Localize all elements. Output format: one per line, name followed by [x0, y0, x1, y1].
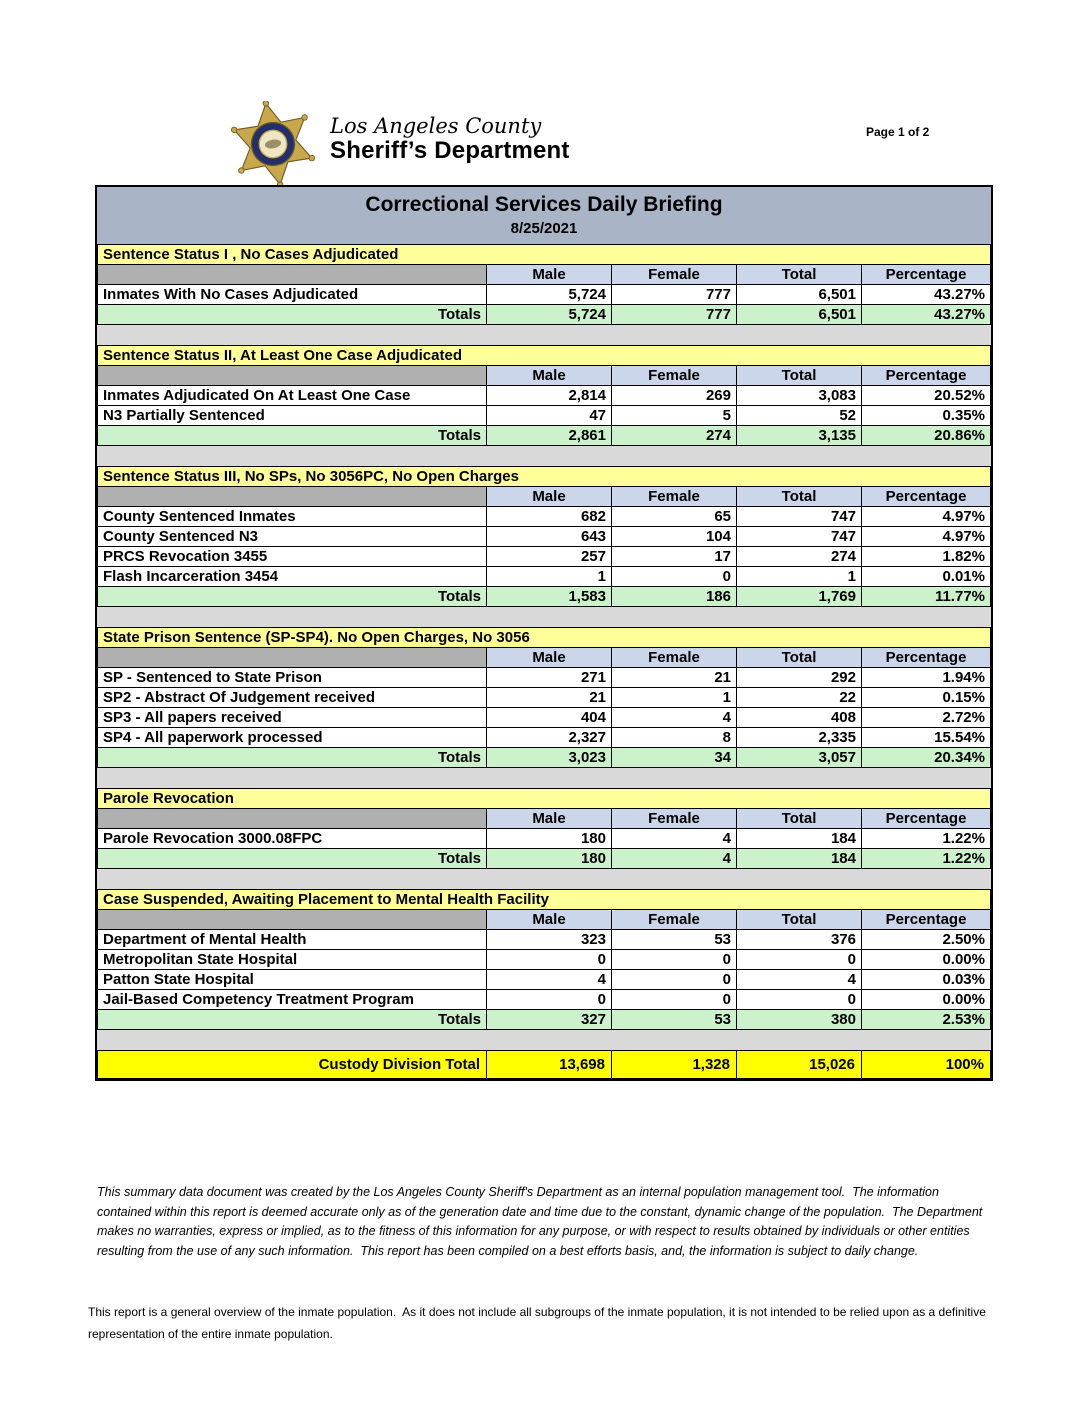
column-header-total: Total [737, 648, 862, 668]
totals-label: Totals [98, 305, 487, 325]
row-value: 2.72% [862, 708, 991, 728]
data-row [98, 950, 991, 970]
section-table [97, 889, 991, 1030]
totals-value: 327 [487, 1010, 612, 1030]
column-header-spacer [98, 366, 487, 386]
section-title-row [98, 789, 991, 809]
row-label: SP4 - All paperwork processed [98, 728, 487, 748]
totals-row [98, 426, 991, 446]
row-label: County Sentenced Inmates [98, 507, 487, 527]
totals-value: 3,135 [737, 426, 862, 446]
row-value: 180 [487, 829, 612, 849]
row-label: Parole Revocation 3000.08FPC [98, 829, 487, 849]
totals-row [98, 1010, 991, 1030]
row-value: 0 [737, 990, 862, 1010]
row-label: Flash Incarceration 3454 [98, 567, 487, 587]
column-header-spacer [98, 487, 487, 507]
row-value: 2,327 [487, 728, 612, 748]
row-label: Department of Mental Health [98, 930, 487, 950]
row-value: 4 [737, 970, 862, 990]
lasd-logo [230, 101, 570, 187]
row-value: 0 [612, 970, 737, 990]
row-value: 4.97% [862, 507, 991, 527]
grand-total-row [98, 1051, 991, 1079]
row-value: 6,501 [737, 285, 862, 305]
row-value: 43.27% [862, 285, 991, 305]
row-value: 274 [737, 547, 862, 567]
column-header-female: Female [612, 265, 737, 285]
totals-label: Totals [98, 587, 487, 607]
totals-value: 180 [487, 849, 612, 869]
totals-value: 6,501 [737, 305, 862, 325]
column-header-male: Male [487, 265, 612, 285]
totals-value: 3,023 [487, 748, 612, 768]
row-label: Inmates Adjudicated On At Least One Case [98, 386, 487, 406]
column-header-percentage: Percentage [862, 487, 991, 507]
totals-label: Totals [98, 748, 487, 768]
row-value: 21 [487, 688, 612, 708]
data-row [98, 406, 991, 426]
data-row [98, 285, 991, 305]
column-header-spacer [98, 809, 487, 829]
row-value: 104 [612, 527, 737, 547]
row-value: 292 [737, 668, 862, 688]
totals-value: 1,583 [487, 587, 612, 607]
section-gap [97, 768, 991, 788]
column-header-spacer [98, 265, 487, 285]
column-header-total: Total [737, 366, 862, 386]
column-header-total: Total [737, 809, 862, 829]
data-row [98, 829, 991, 849]
row-value: 8 [612, 728, 737, 748]
row-value: 1.22% [862, 829, 991, 849]
row-label: SP - Sentenced to State Prison [98, 668, 487, 688]
section-table [97, 244, 991, 325]
column-header-female: Female [612, 648, 737, 668]
data-row [98, 567, 991, 587]
row-value: 4 [487, 970, 612, 990]
page-number: Page 1 of 2 [866, 125, 930, 139]
row-label: SP3 - All papers received [98, 708, 487, 728]
section-table [97, 788, 991, 869]
column-header-total: Total [737, 910, 862, 930]
data-row [98, 970, 991, 990]
row-value: 15.54% [862, 728, 991, 748]
row-value: 21 [612, 668, 737, 688]
totals-value: 2.53% [862, 1010, 991, 1030]
data-row [98, 507, 991, 527]
section-title: State Prison Sentence (SP-SP4). No Open Charges, No 3056 [98, 628, 991, 648]
section-gap [97, 325, 991, 345]
column-header-row [98, 265, 991, 285]
column-header-row [98, 366, 991, 386]
section-gap [97, 1030, 991, 1050]
row-value: 0 [612, 950, 737, 970]
section-title-row [98, 890, 991, 910]
row-value: 22 [737, 688, 862, 708]
section-title: Case Suspended, Awaiting Placement to Mental Health Facility [98, 890, 991, 910]
row-value: 17 [612, 547, 737, 567]
totals-value: 184 [737, 849, 862, 869]
column-header-percentage: Percentage [862, 648, 991, 668]
row-value: 2.50% [862, 930, 991, 950]
data-row [98, 688, 991, 708]
row-value: 376 [737, 930, 862, 950]
row-value: 0.00% [862, 990, 991, 1010]
column-header-row [98, 648, 991, 668]
row-value: 5 [612, 406, 737, 426]
totals-value: 380 [737, 1010, 862, 1030]
totals-row [98, 305, 991, 325]
row-value: 2,335 [737, 728, 862, 748]
totals-row [98, 587, 991, 607]
row-value: 0.00% [862, 950, 991, 970]
column-header-row [98, 910, 991, 930]
row-label: Jail-Based Competency Treatment Program [98, 990, 487, 1010]
grand-total-label: Custody Division Total [98, 1051, 487, 1079]
section-title-row [98, 346, 991, 366]
totals-row [98, 849, 991, 869]
row-label: N3 Partially Sentenced [98, 406, 487, 426]
totals-value: 1.22% [862, 849, 991, 869]
data-row [98, 527, 991, 547]
totals-value: 2,861 [487, 426, 612, 446]
totals-value: 20.34% [862, 748, 991, 768]
data-row [98, 728, 991, 748]
section-table [97, 466, 991, 607]
section-title: Sentence Status I , No Cases Adjudicated [98, 245, 991, 265]
row-value: 20.52% [862, 386, 991, 406]
column-header-female: Female [612, 366, 737, 386]
column-header-male: Male [487, 809, 612, 829]
totals-value: 20.86% [862, 426, 991, 446]
grand-total-percentage: 100% [862, 1051, 991, 1079]
row-value: 4 [612, 829, 737, 849]
grand-total-male: 13,698 [487, 1051, 612, 1079]
row-value: 747 [737, 507, 862, 527]
row-value: 65 [612, 507, 737, 527]
totals-label: Totals [98, 1010, 487, 1030]
totals-label: Totals [98, 426, 487, 446]
row-value: 0.35% [862, 406, 991, 426]
column-header-spacer [98, 910, 487, 930]
section-title-row [98, 245, 991, 265]
totals-value: 34 [612, 748, 737, 768]
row-label: County Sentenced N3 [98, 527, 487, 547]
column-header-male: Male [487, 366, 612, 386]
column-header-female: Female [612, 809, 737, 829]
section-title: Sentence Status III, No SPs, No 3056PC, No Open Charges [98, 467, 991, 487]
row-value: 269 [612, 386, 737, 406]
row-value: 1.82% [862, 547, 991, 567]
totals-value: 53 [612, 1010, 737, 1030]
report-sections [97, 244, 991, 1050]
column-header-female: Female [612, 487, 737, 507]
column-header-spacer [98, 648, 487, 668]
section-table [97, 627, 991, 768]
row-value: 404 [487, 708, 612, 728]
totals-value: 5,724 [487, 305, 612, 325]
column-header-percentage: Percentage [862, 366, 991, 386]
row-value: 408 [737, 708, 862, 728]
row-value: 323 [487, 930, 612, 950]
row-value: 777 [612, 285, 737, 305]
column-header-row [98, 809, 991, 829]
row-value: 2,814 [487, 386, 612, 406]
report-table [95, 185, 993, 1081]
row-value: 1.94% [862, 668, 991, 688]
column-header-row [98, 487, 991, 507]
row-value: 271 [487, 668, 612, 688]
row-value: 0 [612, 567, 737, 587]
row-value: 257 [487, 547, 612, 567]
row-label: Metropolitan State Hospital [98, 950, 487, 970]
totals-value: 3,057 [737, 748, 862, 768]
row-value: 1 [487, 567, 612, 587]
section-title-row [98, 628, 991, 648]
row-value: 0 [612, 990, 737, 1010]
totals-value: 186 [612, 587, 737, 607]
row-value: 5,724 [487, 285, 612, 305]
row-value: 53 [612, 930, 737, 950]
row-label: SP2 - Abstract Of Judgement received [98, 688, 487, 708]
section-title: Sentence Status II, At Least One Case Adjudicated [98, 346, 991, 366]
section-gap [97, 607, 991, 627]
section-gap [97, 869, 991, 889]
data-row [98, 708, 991, 728]
data-row [98, 386, 991, 406]
data-row [98, 668, 991, 688]
row-value: 184 [737, 829, 862, 849]
row-value: 0 [737, 950, 862, 970]
column-header-percentage: Percentage [862, 809, 991, 829]
logo-department-text: Sheriff’s Department [330, 137, 570, 164]
column-header-percentage: Percentage [862, 265, 991, 285]
totals-value: 274 [612, 426, 737, 446]
totals-value: 1,769 [737, 587, 862, 607]
row-value: 0 [487, 990, 612, 1010]
footnote-text: This report is a general overview of the inmate population. As it does not include all subgroups of the inmate population, it is not intended to be relied upon as a definitive representation of the entire inmate population. [88, 1305, 990, 1341]
row-value: 682 [487, 507, 612, 527]
data-row [98, 547, 991, 567]
grand-total-female: 1,328 [612, 1051, 737, 1079]
section-title: Parole Revocation [98, 789, 991, 809]
data-row [98, 930, 991, 950]
row-value: 1 [737, 567, 862, 587]
grand-total-table [97, 1050, 991, 1079]
section-table [97, 345, 991, 446]
row-value: 0.15% [862, 688, 991, 708]
totals-value: 43.27% [862, 305, 991, 325]
report-banner [97, 187, 991, 244]
row-label: Patton State Hospital [98, 970, 487, 990]
row-value: 52 [737, 406, 862, 426]
column-header-female: Female [612, 910, 737, 930]
totals-label: Totals [98, 849, 487, 869]
totals-value: 11.77% [862, 587, 991, 607]
row-value: 47 [487, 406, 612, 426]
report-date: 8/25/2021 [510, 220, 578, 237]
totals-value: 777 [612, 305, 737, 325]
grand-total-total: 15,026 [737, 1051, 862, 1079]
totals-row [98, 748, 991, 768]
row-value: 4 [612, 708, 737, 728]
section-title-row [98, 467, 991, 487]
column-header-total: Total [737, 265, 862, 285]
disclaimer-text: This summary data document was created by the Los Angeles County Sheriff's Department as an internal population management tool. The information contained within this report is deemed accurate only as of the generation date and time due to the constant, dynamic change of the population. The Department makes no warranties, express or implied, as to the fitness of this information for any purpose, or with respect to results obtained by individuals or other entities resulting from the use of any such information. This report has been compiled on a best efforts basis, and, the information is subject to daily change. [97, 1185, 986, 1258]
row-label: Inmates With No Cases Adjudicated [98, 285, 487, 305]
report-title: Correctional Services Daily Briefing [365, 193, 723, 216]
row-value: 0.03% [862, 970, 991, 990]
totals-value: 4 [612, 849, 737, 869]
logo-text [330, 101, 570, 164]
row-value: 0.01% [862, 567, 991, 587]
column-header-male: Male [487, 487, 612, 507]
column-header-male: Male [487, 910, 612, 930]
row-value: 1 [612, 688, 737, 708]
row-value: 0 [487, 950, 612, 970]
row-value: 747 [737, 527, 862, 547]
row-value: 643 [487, 527, 612, 547]
data-row [98, 990, 991, 1010]
column-header-percentage: Percentage [862, 910, 991, 930]
sheriff-star-badge-icon [230, 101, 316, 187]
row-value: 4.97% [862, 527, 991, 547]
row-label: PRCS Revocation 3455 [98, 547, 487, 567]
row-value: 3,083 [737, 386, 862, 406]
column-header-male: Male [487, 648, 612, 668]
logo-county-text: Los Angeles County [330, 114, 542, 138]
section-gap [97, 446, 991, 466]
column-header-total: Total [737, 487, 862, 507]
